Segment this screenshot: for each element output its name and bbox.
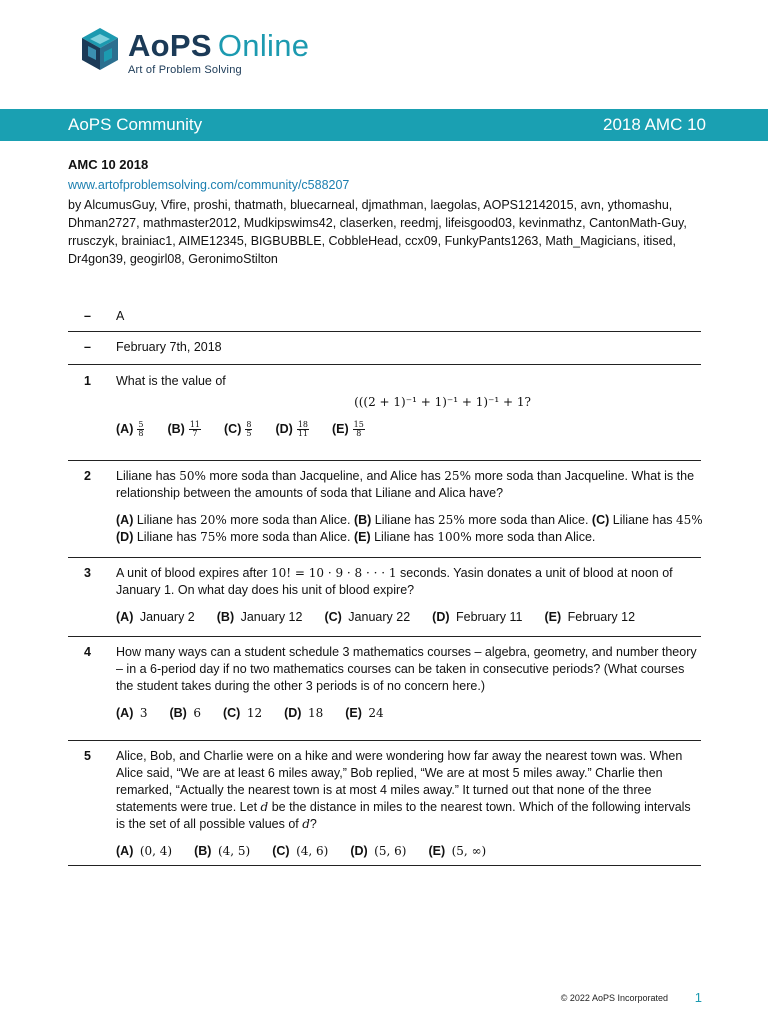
problem-3: 3 A unit of blood expires after 10! = 10 · 9 · 8 · · · 1 seconds. Yasin donates a unit of blood at noon of January 1. On what day does his unit of blood expire? (A) January 2 (B) January 12 (C) January 22 (D) February 11 (E) February 12: [68, 558, 701, 637]
option-d: (D) $\frac{18}{11}$: [275, 420, 308, 439]
problem-4: 4 How many ways can a student schedule 3 mathematics courses – algebra, geometry, and number theory – in a 6-period day if no two mathematics courses can be taken in consecutive periods? (What courses the student takes during the other 3 periods is of no concern here.) (A) 3 (B) 6 (C) 12 (D) 18 (E) 24: [68, 637, 701, 741]
problem-1: 1 What is the value of (((2 + 1)⁻¹ + 1)⁻¹ + 1)⁻¹ + 1? (A) $\frac{5}{8}$ (B) $\frac{11}{7}$ (C) $\frac{8}{5}$ (D) $\frac{18}{11}$ (E) $\frac{15}{8}$: [68, 365, 701, 461]
option-c: (C) (4, 6): [272, 844, 329, 858]
option-b: (B) $\frac{11}{7}$: [167, 420, 200, 439]
option-d: (D) February 11: [432, 610, 523, 624]
option-c: (C) $\frac{8}{5}$: [224, 420, 252, 439]
logo-wordmark: AoPS Online: [128, 28, 310, 63]
problem-5-options: [116, 843, 699, 860]
option-d: (D) 18: [284, 706, 324, 720]
problem-4-text: How many ways can a student schedule 3 mathematics courses – algebra, geometry, and number theory – in a 6-period day if no two mathematics courses can be taken in consecutive periods? (What courses the student takes during the other 3 periods is of no concern here.): [116, 645, 697, 693]
problem-3-options: [116, 609, 699, 626]
community-url-link[interactable]: www.artofproblemsolving.com/community/c588207: [68, 178, 350, 192]
problem-5-text: Alice, Bob, and Charlie were on a hike and were wondering how far away the nearest town was. When Alice said, “We are at least 6 miles away,” Bob replied, “We are at most 5 miles away.” Charlie then remarked, “Actually the nearest town is at most 4 miles away.” It turned out that none of the three statements were true. Let d be the distance in miles to the nearest town. Which of the following intervals is the set of all possible values of d?: [116, 749, 691, 831]
problem-2-text: Liliane has 50% more soda than Jacqueline, and Alice has 25% more soda than Jacqueline. What is the relationship between the amounts of soda that Liliane and Alica have?: [116, 469, 695, 500]
option-a: (A) $\frac{5}{8}$: [116, 420, 144, 439]
problems-table: [68, 304, 701, 866]
option-b: (B) January 12: [216, 610, 303, 624]
option-a: (A) 3: [116, 706, 148, 720]
page-number: 1: [694, 990, 702, 1005]
problem-3-text: A unit of blood expires after 10! = 10 · 9 · 8 · · · 1 seconds. Yasin donates a unit of blood at noon of January 1. On what day does his unit of blood expire?: [116, 566, 673, 597]
problem-1-formula: (((2 + 1)⁻¹ + 1)⁻¹ + 1)⁻¹ + 1?: [354, 395, 531, 409]
banner-community-label: AoPS Community: [68, 115, 203, 134]
option-a: (A) (0, 4): [116, 844, 173, 858]
option-b: (B) 6: [169, 706, 201, 720]
table-row: – February 7th, 2018: [68, 332, 701, 365]
banner-contest-label: 2018 AMC 10: [602, 115, 706, 134]
authors-list: by AlcumusGuy, Vfire, proshi, thatmath, bluecarneal, djmathman, laegolas, AOPS12142015, avn, ythomashu, Dhman2727, mathmaster2012, Mudkipswims42, claserken, reedmj, lifeisgood03, kevinmathz, CantonMath-Guy, rrusczyk, brainiac1, AIME12345, BIGBUBBLE, CobbleHead, ccx09, FunkyPants1263, Math_Magicians, itised, Dr4gon39, geogirl08, GeronimoStilton: [68, 198, 687, 266]
logo-tagline: Art of Problem Solving: [128, 64, 242, 76]
problem-4-options: [116, 705, 699, 722]
option-e: (E) (5, ∞): [428, 844, 487, 858]
option-e: (E) 24: [345, 706, 384, 720]
aops-cube-icon: [80, 26, 120, 72]
problem-5: 5 Alice, Bob, and Charlie were on a hike and were wondering how far away the nearest town was. When Alice said, “We are at least 6 miles away,” Bob replied, “We are at most 5 miles away.” Charlie then remarked, “Actually the nearest town is at most 4 miles away.” It turned out that none of the three statements were true. Let d be the distance in miles to the nearest town. Which of the following intervals is the set of all possible values of d? (A) (0, 4) (B) (4, 5) (C) (4, 6) (D) (5, 6) (E) (5, ∞): [68, 741, 701, 866]
table-row: – A: [68, 304, 701, 332]
document-header: [68, 156, 708, 268]
option-c: (C) 12: [222, 706, 263, 720]
aops-logo: [80, 26, 309, 84]
option-b: (B) (4, 5): [194, 844, 251, 858]
community-banner: [0, 109, 768, 141]
copyright-notice: © 2022 AoPS Incorporated: [560, 993, 668, 1003]
option-c: (C) January 22: [324, 610, 411, 624]
option-e: (E) $\frac{15}{8}$: [332, 420, 364, 439]
problem-1-text: What is the value of: [116, 374, 226, 388]
option-d: (D) (5, 6): [350, 844, 407, 858]
option-a: (A) January 2: [116, 610, 195, 624]
document-title: AMC 10 2018: [68, 157, 149, 172]
problem-2: 2 Liliane has 50% more soda than Jacqueline, and Alice has 25% more soda than Jacqueline. What is the relationship between the amounts of soda that Liliane and Alica have? (A) Liliane has 20% more soda than Alice. (B) Liliane has 25% more soda than Alice. (C) Liliane has 45% (D) Liliane has 75% more soda than Alice. (E) Liliane has 100% more soda than Alice.: [68, 461, 701, 558]
problem-1-options: [116, 421, 699, 438]
option-e: (E) February 12: [544, 610, 636, 624]
problem-2-options: (A) Liliane has 20% more soda than Alice. (B) Liliane has 25% more soda than Alice. (C) Liliane has 45% (D) Liliane has 75% more soda than Alice. (E) Liliane has 100% more soda than Alice.: [116, 513, 703, 544]
